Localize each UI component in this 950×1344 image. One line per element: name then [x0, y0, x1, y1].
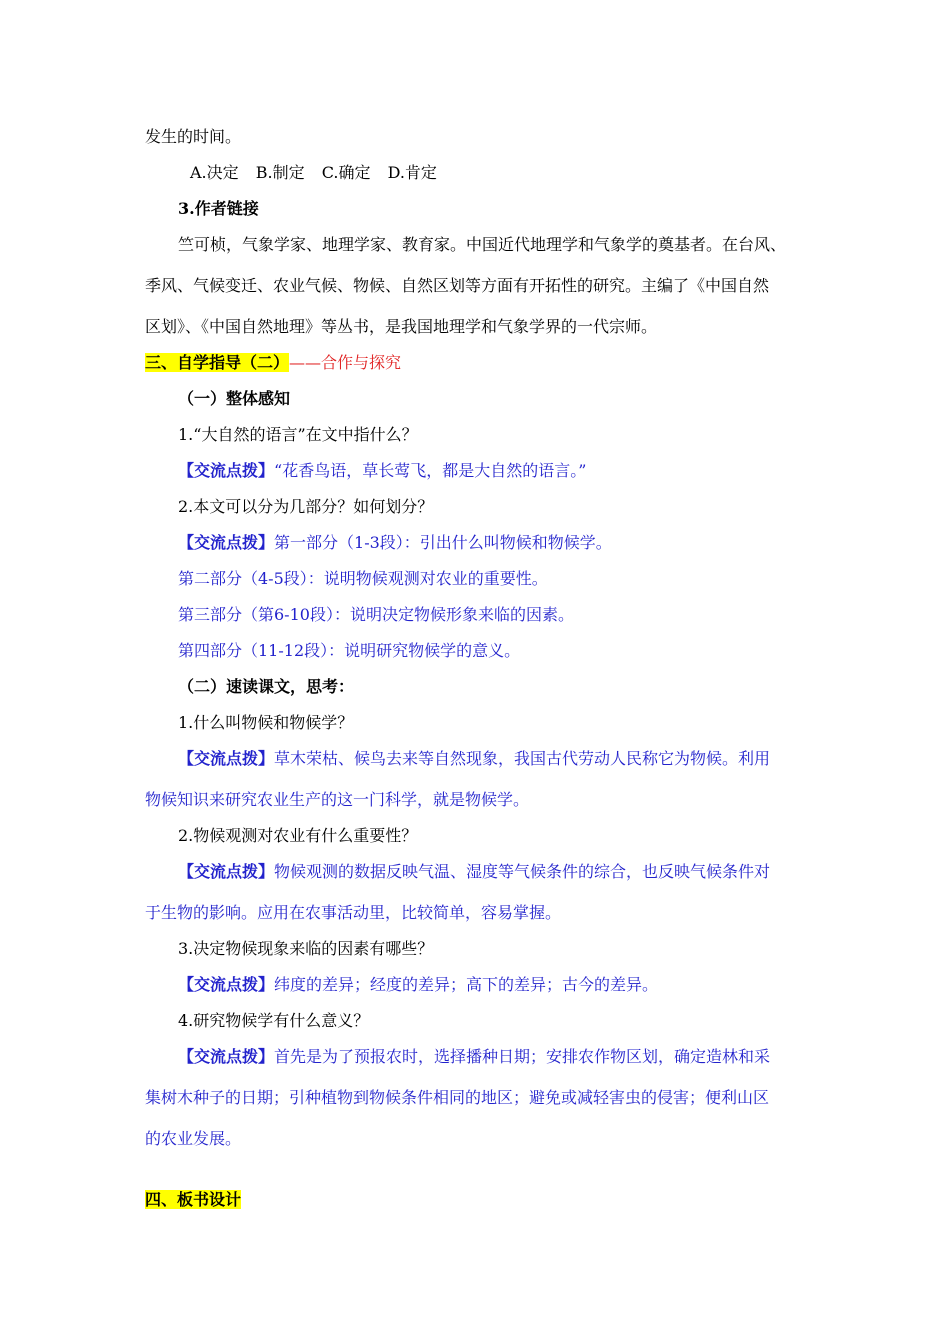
answer-text: 第一部分（1-3段）：引出什么叫物候和物候学。: [274, 533, 612, 552]
section-4-heading: [145, 1190, 241, 1210]
section-3-heading: [145, 353, 401, 373]
tip-label: 【交流点拨】: [178, 749, 275, 768]
answer-text: 首先是为了预报农时，选择播种日期；安排农作物区划，确定造林和采: [274, 1047, 771, 1066]
answer-line: 的农业发展。: [145, 1129, 242, 1148]
part-2-heading: （二）速读课文，思考：: [178, 677, 355, 696]
author-paragraph-line: 竺可桢，气象学家、地理学家、教育家。中国近代地理学和气象学的奠基者。在台风、: [178, 235, 787, 254]
answer-text: 草木荣枯、候鸟去来等自然现象，我国古代劳动人民称它为物候。利用: [274, 749, 771, 768]
question: 1.“大自然的语言”在文中指什么？: [178, 425, 418, 444]
text-line: 发生的时间。: [145, 127, 242, 146]
author-paragraph-line: 区划》、《中国自然地理》等丛书，是我国地理学和气象学界的一代宗师。: [145, 317, 658, 336]
answer-line: [178, 461, 586, 481]
answer-line: 第四部分（11-12段）：说明研究物候学的意义。: [178, 641, 521, 660]
answer-line: 集树木种子的日期；引种植物到物候条件相同的地区；避免或减轻害虫的侵害；便利山区: [145, 1088, 770, 1107]
section-4-title: 四、板书设计: [145, 1190, 242, 1209]
tip-label: 【交流点拨】: [178, 975, 275, 994]
question: 3.决定物候现象来临的因素有哪些？: [178, 939, 434, 958]
section-3-subtitle: ——合作与探究: [289, 353, 402, 372]
answer-line: 第二部分（4-5段）：说明物候观测对农业的重要性。: [178, 569, 548, 588]
answer-line: [178, 862, 770, 882]
option-a: A.决定: [190, 163, 239, 182]
question: 4.研究物候学有什么意义？: [178, 1011, 370, 1030]
option-c: C.确定: [321, 163, 371, 182]
answer-options: [190, 163, 437, 183]
tip-label: 【交流点拨】: [178, 461, 275, 480]
question: 1.什么叫物候和物候学？: [178, 713, 354, 732]
author-heading: 3.作者链接: [178, 199, 259, 218]
part-1-heading: （一）整体感知: [178, 389, 291, 408]
answer-line: [178, 1047, 770, 1067]
answer-line: 物候知识来研究农业生产的这一门科学，就是物候学。: [145, 790, 530, 809]
author-paragraph-line: 季风、气候变迁、农业气候、物候、自然区划等方面有开拓性的研究。主编了《中国自然: [145, 276, 770, 295]
answer-text: “花香鸟语，草长莺飞，都是大自然的语言。”: [274, 461, 587, 480]
answer-line: 于生物的影响。应用在农事活动里，比较简单，容易掌握。: [145, 903, 562, 922]
answer-text: 纬度的差异；经度的差异；高下的差异；古今的差异。: [274, 975, 659, 994]
question: 2.物候观测对农业有什么重要性？: [178, 826, 418, 845]
question: 2.本文可以分为几部分？如何划分？: [178, 497, 434, 516]
answer-line: [178, 975, 658, 995]
tip-label: 【交流点拨】: [178, 1047, 275, 1066]
option-b: B.制定: [255, 163, 305, 182]
tip-label: 【交流点拨】: [178, 862, 275, 881]
answer-line: 第三部分（第6-10段）：说明决定物候形象来临的因素。: [178, 605, 574, 624]
section-3-title: 三、自学指导（二）: [145, 353, 290, 372]
answer-line: [178, 749, 770, 769]
answer-line: [178, 533, 612, 553]
option-d: D.肯定: [387, 163, 437, 182]
tip-label: 【交流点拨】: [178, 533, 275, 552]
answer-text: 物候观测的数据反映气温、湿度等气候条件的综合，也反映气候条件对: [274, 862, 771, 881]
